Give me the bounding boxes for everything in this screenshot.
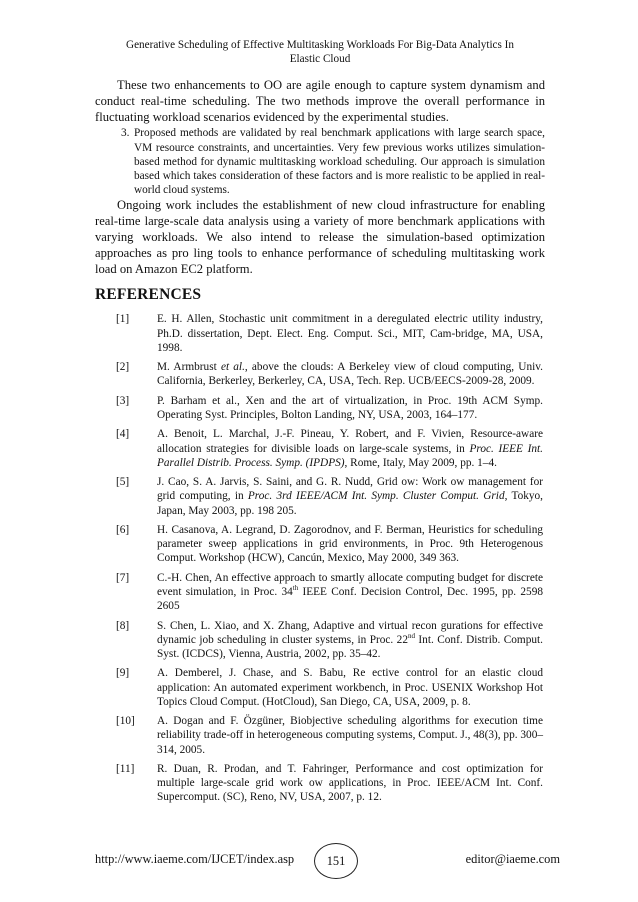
reference-italic: Proc. IEEE Int. Parallel Distrib. Process. Symp. (IPDPS) — [157, 442, 543, 469]
page-number: 151 — [314, 843, 358, 879]
reference-body-start: C.-H. Chen, An effective approach to smartly allocate computing budget for discrete event simulation, in Proc. 34 — [157, 571, 543, 598]
footer-email[interactable]: editor@iaeme.com — [465, 852, 560, 866]
references-heading: REFERENCES — [95, 286, 202, 304]
reference-item — [95, 714, 545, 757]
reference-item — [95, 523, 545, 566]
reference-body-start: M. Armbrust — [157, 361, 221, 374]
list-text: Proposed methods are validated by real benchmark applications with large search space, VM resource constraints, and uncertainties. Very few previous works utilizes simulation-based method for dynamic multitasking workload scheduling. Our approach is simulation based which takes consideration of these factors and is more realistic to be applied in real-world cloud systems. — [134, 127, 545, 197]
reference-item — [95, 360, 545, 388]
page-footer — [95, 846, 560, 876]
reference-italic: et al. — [220, 361, 245, 374]
reference-text — [157, 620, 543, 660]
reference-number: [10] — [116, 715, 135, 728]
reference-item — [95, 427, 545, 470]
reference-item — [95, 312, 545, 355]
reference-text — [157, 572, 543, 612]
reference-body-end: , Rome, Italy, May 2009, pp. 1–4. — [344, 456, 497, 469]
reference-body-start: S. Chen, L. Xiao, and X. Zhang, Adaptive and virtual recon gurations for effective dynamic job scheduling in cluster systems, in Proc. 22 — [157, 619, 543, 646]
reference-item — [95, 619, 545, 662]
reference-number: [5] — [116, 476, 130, 489]
reference-body-end: IEEE Conf. Decision Control, Dec. 1995, pp. 2598 2605 — [157, 585, 543, 613]
reference-body-end: , Tokyo, Japan, May 2003, pp. 198 205. — [157, 490, 544, 517]
reference-text — [157, 361, 543, 387]
reference-body: E. H. Allen, Stochastic unit commitment in a deregulated electric utility industry, Ph.D. dissertation, Dept. Elect. Eng. Comput. Sci., MIT, Cam-bridge, MA, USA, 1998. — [157, 313, 543, 354]
reference-text — [157, 524, 543, 564]
main-body — [95, 78, 545, 810]
reference-number: [4] — [116, 428, 130, 441]
reference-number: [8] — [116, 619, 130, 632]
reference-item — [95, 762, 545, 805]
running-header — [95, 38, 545, 66]
reference-text — [157, 428, 543, 468]
reference-number: [2] — [116, 361, 130, 374]
contribution-item-3 — [95, 126, 545, 197]
footer-url[interactable]: http://www.iaeme.com/IJCET/index.asp — [95, 852, 295, 866]
reference-text — [157, 476, 543, 516]
contribution-list — [95, 126, 545, 197]
header-title-line1: Generative Scheduling of Effective Multitasking Workloads For Big-Data Analytics In — [126, 39, 514, 51]
reference-body: P. Barham et al., Xen and the art of virtualization, in Proc. 19th ACM Symp. Operating Syst. Principles, Bolton Landing, NY, USA, 2003, 164–177. — [157, 394, 543, 421]
list-number: 3. — [121, 127, 130, 140]
reference-body: R. Duan, R. Prodan, and T. Fahringer, Performance and cost optimization for multiple large-scale grid work ow applications, in Proc. IEEE/ACM Int. Conf. Supercomput. (SC), Reno, NV, USA, 2007, p. 12. — [157, 762, 543, 804]
reference-body: A. Demberel, J. Chase, and S. Babu, Re ective control for an elastic cloud application: An automated experiment workbench, in Proc. USENIX Workshop Hot Topics Cloud Comput. (HotCloud), San Diego, CA, USA, 2009, p. 8. — [157, 667, 543, 708]
header-title-line2: Elastic Cloud — [289, 53, 351, 65]
reference-text — [157, 763, 543, 803]
paragraph-future-work: Ongoing work includes the establishment of new cloud infrastructure for enabling real-time large-scale data analysis using a variety of more benchmark applications with varying workloads. We also intend to release the simulation-based optimization approaches as pro ling tools to enhance performance of scheduling multitasking work load on Amazon EC2 platform. — [95, 198, 545, 276]
reference-body-start: A. Benoit, L. Marchal, J.-F. Pineau, Y. Robert, and F. Vivien, Resource-aware allocation strategies for divisible loads on large-scale systems, in — [157, 428, 543, 455]
reference-italic: Proc. 3rd IEEE/ACM Int. Symp. Cluster Comput. Grid — [247, 490, 505, 503]
reference-superscript: th — [292, 584, 299, 593]
reference-item — [95, 571, 545, 614]
reference-superscript: nd — [407, 632, 415, 640]
paragraph-enhancements: These two enhancements to OO are agile enough to capture system dynamism and conduct real-time scheduling. The two methods improve the overall performance in fluctuating workload scenarios evidenced by the experimental studies. — [95, 78, 545, 124]
reference-number: [3] — [116, 394, 130, 407]
reference-body: A. Dogan and F. Özgüner, Biobjective scheduling algorithms for execution time reliability trade-off in heterogeneous computing systems, Comput. J., 48(3), pp. 300–314, 2005. — [157, 715, 543, 756]
reference-number: [9] — [116, 667, 130, 680]
reference-number: [1] — [116, 313, 130, 326]
reference-number: [6] — [116, 523, 130, 536]
reference-body-start: J. Cao, S. A. Jarvis, S. Saini, and G. R. Nudd, Grid ow: Work ow management for grid computing, in — [157, 476, 543, 503]
reference-text — [157, 715, 543, 755]
reference-item — [95, 475, 545, 518]
reference-text — [157, 667, 543, 707]
reference-text — [157, 395, 543, 421]
references-list — [95, 312, 545, 804]
reference-number: [7] — [116, 571, 130, 584]
reference-body: H. Casanova, A. Legrand, D. Zagorodnov, and F. Berman, Heuristics for scheduling parameter sweep applications in grid environments, in Proc. 9th Heterogenous Comput. Workshop (HCW), Cancún, Mexico, May 2000, 349 363. — [157, 523, 543, 565]
reference-number: [11] — [116, 762, 135, 775]
reference-body-end: Int. Conf. Distrib. Comput. Syst. (ICDCS), Vienna, Austria, 2002, pp. 35–42. — [157, 633, 543, 660]
reference-body-end: , above the clouds: A Berkeley view of cloud computing, Univ. California, Berkerley, Berkerley, CA, USA, Tech. Rep. UCB/EECS-2009-28, 2009. — [157, 361, 543, 388]
reference-item — [95, 394, 545, 422]
reference-text — [157, 313, 543, 353]
reference-item — [95, 666, 545, 709]
